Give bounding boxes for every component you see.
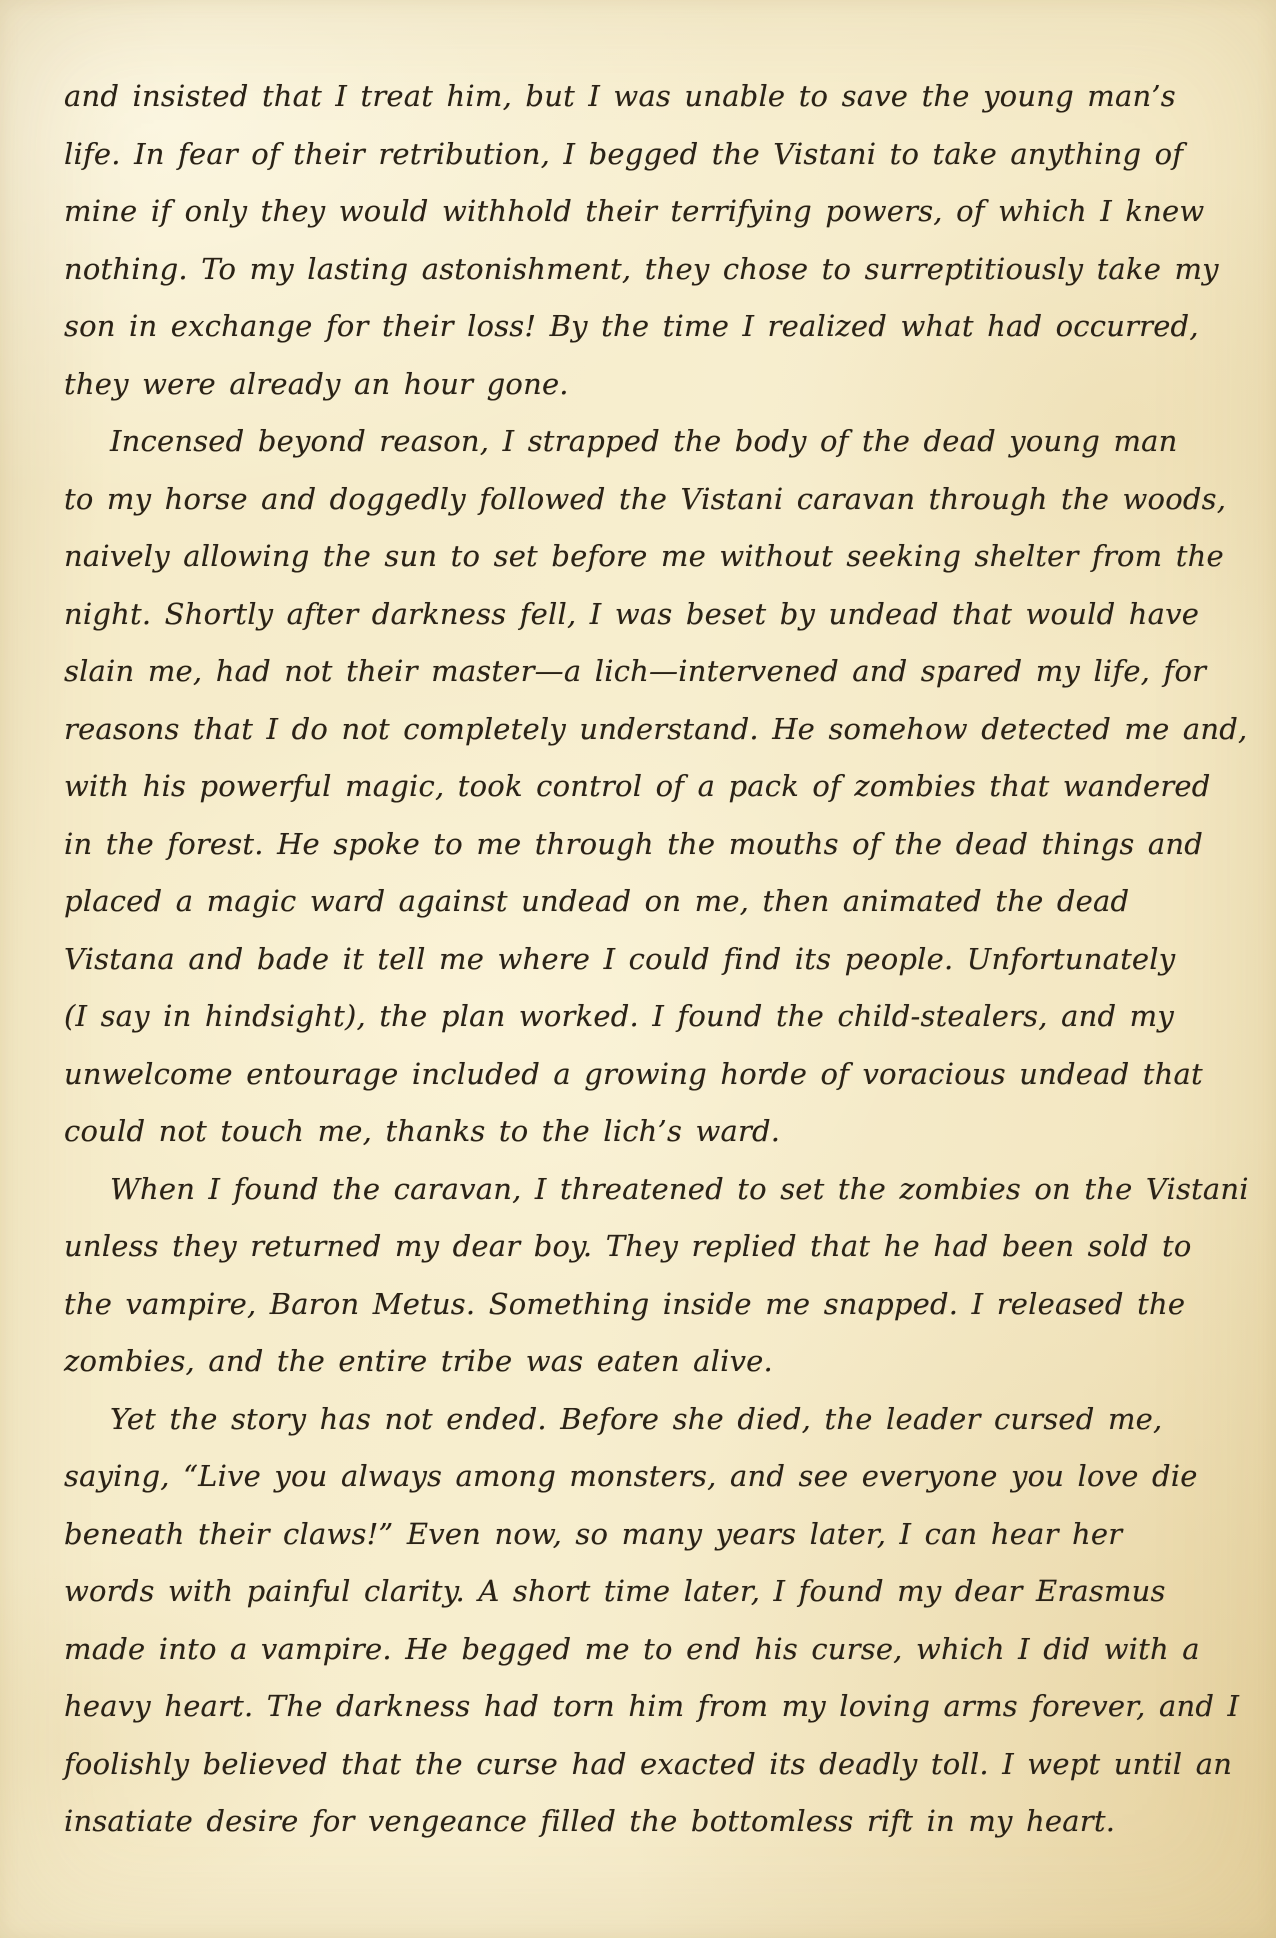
- journal-line: heavy heart. The darkness had torn him from my loving arms forever, and I: [64, 1689, 1240, 1723]
- journal-line: and insisted that I treat him, but I was unable to save the young man’s: [64, 79, 1176, 113]
- journal-line: son in exchange for their loss! By the time I realized what had occurred,: [64, 309, 1199, 343]
- journal-line: could not touch me, thanks to the lich’s ward.: [64, 1114, 781, 1148]
- journal-line: to my horse and doggedly followed the Vistani caravan through the woods,: [64, 481, 1227, 516]
- paragraph: [64, 1161, 1249, 1391]
- journal-line: Yet the story has not ended. Before she died, the leader cursed me,: [110, 1401, 1163, 1436]
- journal-text-block: [64, 68, 1249, 1851]
- journal-line: reasons that I do not completely understand. He somehow detected me and,: [64, 711, 1248, 746]
- journal-line: slain me, had not their master—a lich—intervened and spared my life, for: [64, 654, 1207, 688]
- journal-line: zombies, and the entire tribe was eaten alive.: [64, 1344, 773, 1378]
- journal-line: in the forest. He spoke to me through the mouths of the dead things and: [64, 826, 1203, 861]
- journal-line: insatiate desire for vengeance filled the bottomless rift in my heart.: [64, 1804, 1116, 1838]
- journal-line: naively allowing the sun to set before me without seeking shelter from the: [64, 539, 1224, 573]
- journal-line: Incensed beyond reason, I strapped the body of the dead young man: [110, 424, 1178, 458]
- journal-line: placed a magic ward against undead on me, then animated the dead: [64, 884, 1130, 918]
- journal-line: made into a vampire. He begged me to end his curse, which I did with a: [64, 1631, 1200, 1666]
- journal-line: nothing. To my lasting astonishment, they chose to surreptitiously take my: [64, 251, 1219, 286]
- journal-line: (I say in hindsight), the plan worked. I found the child-stealers, and my: [64, 999, 1174, 1033]
- journal-line: life. In fear of their retribution, I begged the Vistani to take anything of: [64, 136, 1184, 171]
- journal-line: Vistana and bade it tell me where I could find its people. Unfortunately: [64, 941, 1176, 976]
- paragraph: [64, 413, 1248, 1161]
- journal-line: words with painful clarity. A short time later, I found my dear Erasmus: [64, 1574, 1166, 1608]
- journal-line: with his powerful magic, took control of a pack of zombies that wandered: [64, 769, 1211, 803]
- journal-line: beneath their claws!” Even now, so many years later, I can hear her: [64, 1516, 1123, 1551]
- journal-line: the vampire, Baron Metus. Something inside me snapped. I released the: [64, 1286, 1186, 1321]
- journal-line: unless they returned my dear boy. They replied that he had been sold to: [64, 1229, 1192, 1263]
- journal-line: mine if only they would withhold their terrifying powers, of which I knew: [64, 194, 1205, 228]
- journal-line: unwelcome entourage included a growing horde of voracious undead that: [64, 1056, 1203, 1091]
- journal-line: they were already an hour gone.: [64, 366, 569, 401]
- journal-line: night. Shortly after darkness fell, I was beset by undead that would have: [64, 596, 1200, 631]
- paragraph: [64, 68, 1219, 413]
- journal-line: When I found the caravan, I threatened to set the zombies on the Vistani: [110, 1171, 1249, 1206]
- journal-line: saying, “Live you always among monsters, and see everyone you love die: [64, 1459, 1198, 1493]
- paragraph: [64, 1391, 1240, 1851]
- journal-line: foolishly believed that the curse had exacted its deadly toll. I wept until an: [64, 1746, 1233, 1781]
